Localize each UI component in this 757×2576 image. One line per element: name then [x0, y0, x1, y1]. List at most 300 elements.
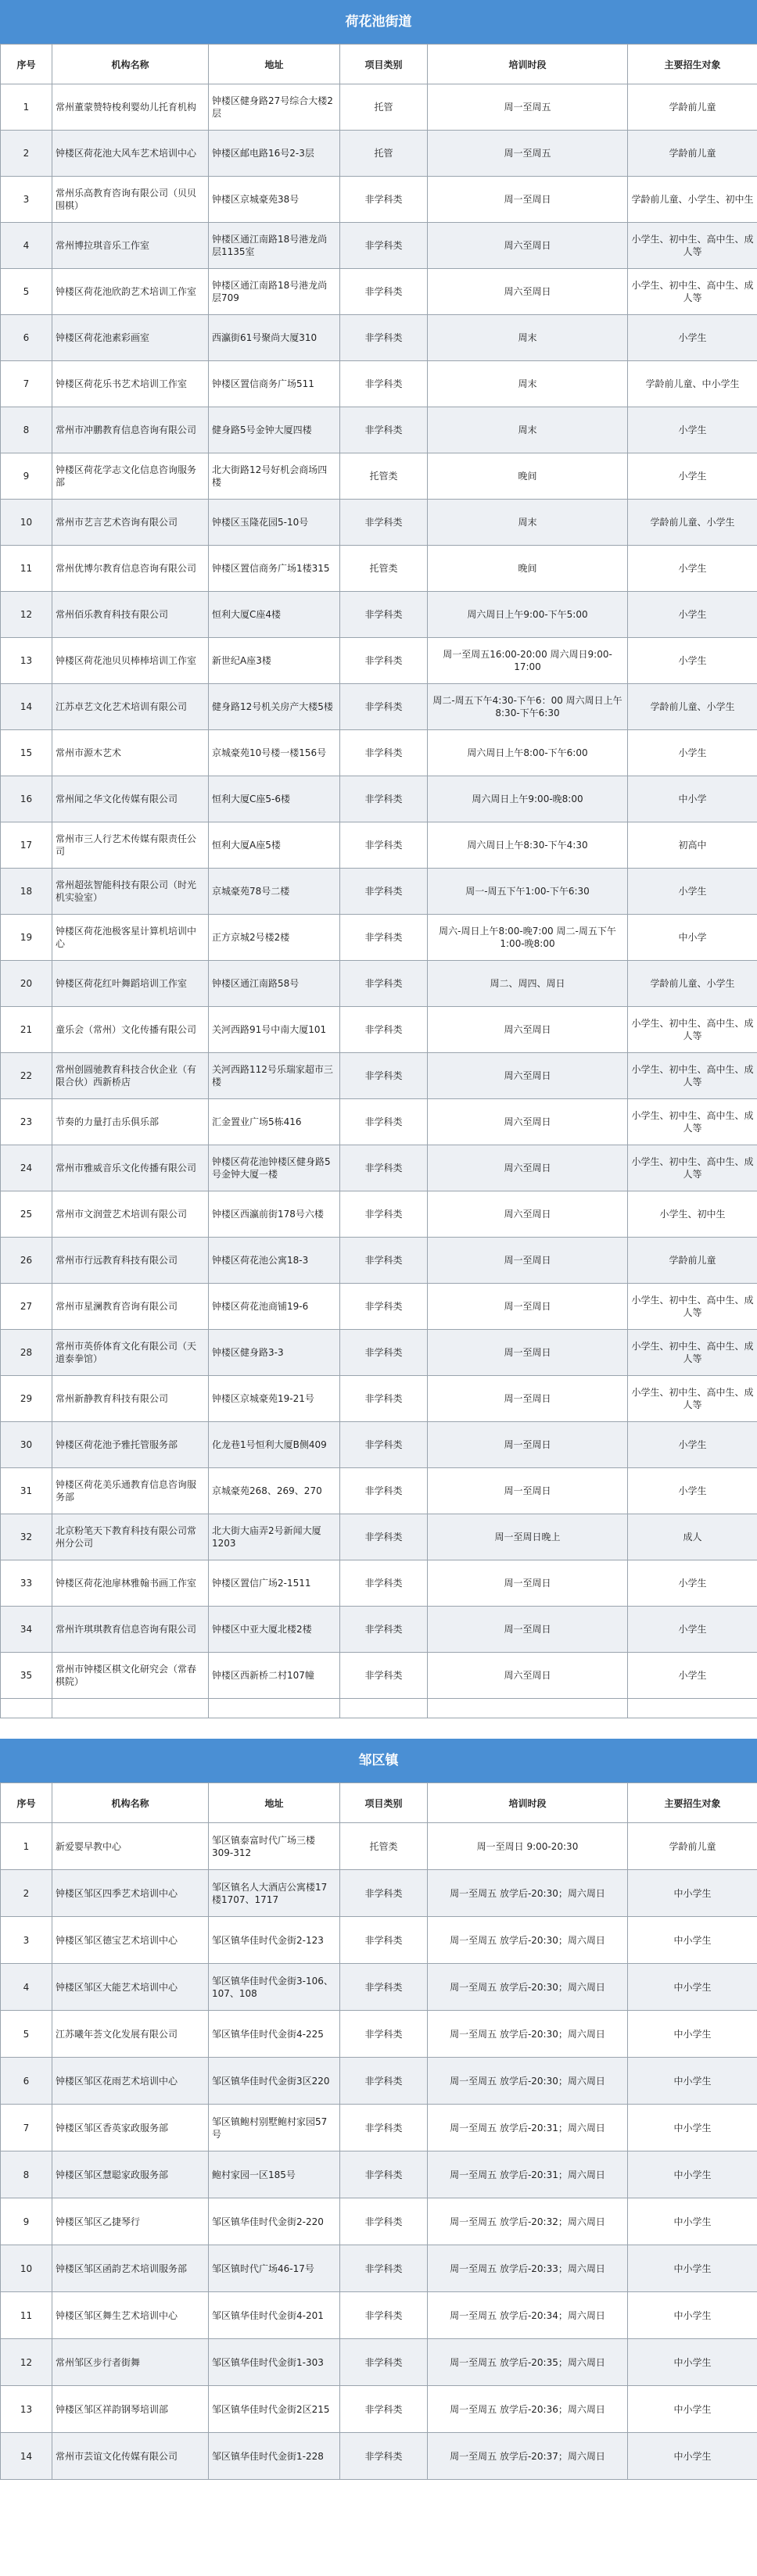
cell-target: 小学生 [628, 592, 757, 638]
cell-name: 钟楼区邹区香英家政服务部 [52, 2105, 209, 2151]
cell-index: 32 [1, 1514, 52, 1560]
cell-index: 19 [1, 915, 52, 961]
cell-address: 钟楼区荷花池钟楼区健身路5号金钟大厦一楼 [209, 1145, 340, 1191]
cell-target: 小学生 [628, 1653, 757, 1699]
cell-target: 学龄前儿童、小学生 [628, 961, 757, 1007]
cell-address: 邹区镇华佳时代金街1-228 [209, 2433, 340, 2480]
cell-time: 周一至周日 [428, 1468, 628, 1514]
table-row [1, 822, 757, 869]
cell-index: 4 [1, 1964, 52, 2011]
cell-category: 非学科类 [340, 269, 428, 315]
cell-category: 非学科类 [340, 915, 428, 961]
cell-category: 非学科类 [340, 2386, 428, 2433]
cell-time: 周一至周五 放学后-20:31；周六周日 [428, 2151, 628, 2198]
cell-time: 周六至周日 [428, 1053, 628, 1099]
cell-name: 常州市源木艺术 [52, 730, 209, 776]
cell-category: 非学科类 [340, 1870, 428, 1917]
cell-empty [628, 1699, 757, 1718]
cell-target: 小学生 [628, 1607, 757, 1653]
table-row [1, 2433, 757, 2480]
table-row [1, 453, 757, 500]
cell-address: 钟楼区通江南路58号 [209, 961, 340, 1007]
cell-target: 学龄前儿童 [628, 84, 757, 131]
column-header: 地址 [209, 1783, 340, 1823]
cell-time: 周一至周五 放学后-20:30；周六周日 [428, 1917, 628, 1964]
cell-target: 小学生、初中生、高中生、成人等 [628, 269, 757, 315]
cell-target: 中小学生 [628, 2292, 757, 2339]
cell-category: 非学科类 [340, 961, 428, 1007]
section-title: 邹区镇 [0, 1739, 757, 1782]
cell-name: 常州市文润萱艺术培训有限公司 [52, 1191, 209, 1238]
cell-address: 钟楼区荷花池公寓18-3 [209, 1238, 340, 1284]
cell-index: 7 [1, 361, 52, 407]
cell-category: 非学科类 [340, 2151, 428, 2198]
cell-category: 非学科类 [340, 869, 428, 915]
cell-index: 25 [1, 1191, 52, 1238]
cell-category: 非学科类 [340, 177, 428, 223]
cell-time: 周二、周四、周日 [428, 961, 628, 1007]
column-header: 培训时段 [428, 45, 628, 84]
cell-name: 常州优博尔教育信息咨询有限公司 [52, 546, 209, 592]
table-row [1, 592, 757, 638]
cell-name: 常州市冲鹏教育信息咨询有限公司 [52, 407, 209, 453]
cell-target: 小学生、初中生、高中生、成人等 [628, 223, 757, 269]
table-row [1, 776, 757, 822]
cell-name: 钟楼区荷花池素彩画室 [52, 315, 209, 361]
cell-index: 4 [1, 223, 52, 269]
cell-target: 中小学生 [628, 2198, 757, 2245]
cell-address: 健身路12号机关房产大楼5楼 [209, 684, 340, 730]
column-header: 序号 [1, 45, 52, 84]
cell-name: 新爱婴早教中心 [52, 1823, 209, 1870]
cell-address: 邹区镇华佳时代金街4-201 [209, 2292, 340, 2339]
table-row [1, 1284, 757, 1330]
cell-name: 常州市雅威音乐文化传播有限公司 [52, 1145, 209, 1191]
cell-target: 中小学生 [628, 2058, 757, 2105]
table-row [1, 2011, 757, 2058]
cell-name: 钟楼区荷花池欣韵艺术培训工作室 [52, 269, 209, 315]
cell-time: 周一至周日 [428, 1238, 628, 1284]
table-row [1, 2386, 757, 2433]
cell-category: 非学科类 [340, 1917, 428, 1964]
cell-time: 周一至周五 放学后-20:35；周六周日 [428, 2339, 628, 2386]
cell-index: 10 [1, 2245, 52, 2292]
cell-index: 1 [1, 84, 52, 131]
cell-time: 周六周日上午9:00-下午5:00 [428, 592, 628, 638]
cell-name: 钟楼区荷花池大风车艺术培训中心 [52, 131, 209, 177]
cell-address: 钟楼区置信商务广场511 [209, 361, 340, 407]
cell-time: 周末 [428, 315, 628, 361]
cell-time: 周六至周日 [428, 1145, 628, 1191]
cell-time: 周末 [428, 361, 628, 407]
cell-category: 托管 [340, 84, 428, 131]
cell-index: 11 [1, 546, 52, 592]
cell-category: 非学科类 [340, 361, 428, 407]
table-row [1, 500, 757, 546]
table-row [1, 1422, 757, 1468]
table-row [1, 1007, 757, 1053]
cell-index: 35 [1, 1653, 52, 1699]
cell-address: 汇金置业广场5栋416 [209, 1099, 340, 1145]
cell-time: 周一至周五 放学后-20:30；周六周日 [428, 2058, 628, 2105]
table-row [1, 1560, 757, 1607]
cell-category: 非学科类 [340, 1653, 428, 1699]
cell-time: 周六至周日 [428, 1191, 628, 1238]
cell-category: 非学科类 [340, 2198, 428, 2245]
cell-target: 中小学生 [628, 2011, 757, 2058]
cell-index: 34 [1, 1607, 52, 1653]
table-row [1, 1870, 757, 1917]
cell-name: 节奏的力量打击乐俱乐部 [52, 1099, 209, 1145]
cell-target: 中小学生 [628, 2386, 757, 2433]
cell-index: 1 [1, 1823, 52, 1870]
cell-category: 非学科类 [340, 1099, 428, 1145]
cell-target: 中小学生 [628, 2105, 757, 2151]
table-row [1, 2198, 757, 2245]
cell-name: 常州创圆驰教育科技合伙企业（有限合伙）西新桥店 [52, 1053, 209, 1099]
cell-index: 21 [1, 1007, 52, 1053]
cell-name: 江苏曦年荟文化发展有限公司 [52, 2011, 209, 2058]
cell-category: 非学科类 [340, 1607, 428, 1653]
cell-category: 非学科类 [340, 500, 428, 546]
cell-address: 钟楼区通江南路18号港龙尚层1135室 [209, 223, 340, 269]
cell-time: 周一至周日 [428, 1422, 628, 1468]
cell-empty [52, 1699, 209, 1718]
cell-address: 邹区镇华佳时代金街3-106、107、108 [209, 1964, 340, 2011]
cell-name: 常州市钟楼区棋文化研究会（常春棋院） [52, 1653, 209, 1699]
cell-target: 中小学生 [628, 1964, 757, 2011]
cell-category: 托管类 [340, 546, 428, 592]
cell-index: 14 [1, 2433, 52, 2480]
cell-target: 小学生、初中生、高中生、成人等 [628, 1053, 757, 1099]
cell-empty [209, 1699, 340, 1718]
table-row [1, 1514, 757, 1560]
cell-target: 学龄前儿童、中小学生 [628, 361, 757, 407]
cell-target: 小学生 [628, 1560, 757, 1607]
cell-category: 非学科类 [340, 1284, 428, 1330]
cell-address: 恒利大厦C座4楼 [209, 592, 340, 638]
cell-target: 学龄前儿童 [628, 131, 757, 177]
cell-time: 周六周日上午8:00-下午6:00 [428, 730, 628, 776]
table-row [1, 869, 757, 915]
cell-time: 周六至周日 [428, 1099, 628, 1145]
cell-time: 周一至周五 放学后-20:31；周六周日 [428, 2105, 628, 2151]
cell-address: 北大街路12号好机会商场四楼 [209, 453, 340, 500]
cell-name: 江苏卓艺文化艺术培训有限公司 [52, 684, 209, 730]
cell-index: 14 [1, 684, 52, 730]
cell-name: 钟楼区邹区舞生艺术培训中心 [52, 2292, 209, 2339]
table-row [1, 223, 757, 269]
cell-time: 周一至周五 放学后-20:36；周六周日 [428, 2386, 628, 2433]
cell-category: 托管 [340, 131, 428, 177]
table-row [1, 2245, 757, 2292]
table-row [1, 1653, 757, 1699]
cell-address: 西瀛街61号聚尚大厦310 [209, 315, 340, 361]
cell-time: 周一至周五 [428, 131, 628, 177]
table-header-row [1, 45, 757, 84]
cell-target: 小学生 [628, 638, 757, 684]
cell-index: 13 [1, 638, 52, 684]
table-row [1, 1823, 757, 1870]
cell-index: 17 [1, 822, 52, 869]
cell-time: 周一至周五 放学后-20:34；周六周日 [428, 2292, 628, 2339]
table-row [1, 546, 757, 592]
cell-name: 常州博拉琪音乐工作室 [52, 223, 209, 269]
cell-index: 26 [1, 1238, 52, 1284]
table-row [1, 1053, 757, 1099]
cell-index: 33 [1, 1560, 52, 1607]
cell-address: 京城豪苑268、269、270 [209, 1468, 340, 1514]
institution-table [0, 1782, 757, 2480]
cell-address: 钟楼区置信广场2-1511 [209, 1560, 340, 1607]
cell-category: 非学科类 [340, 1964, 428, 2011]
cell-name: 常州市行远教育科技有限公司 [52, 1238, 209, 1284]
cell-index: 28 [1, 1330, 52, 1376]
cell-index: 8 [1, 407, 52, 453]
cell-target: 中小学生 [628, 2151, 757, 2198]
cell-category: 非学科类 [340, 1238, 428, 1284]
cell-address: 邹区镇华佳时代金街3区220 [209, 2058, 340, 2105]
cell-target: 小学生、初中生、高中生、成人等 [628, 1007, 757, 1053]
cell-address: 关河西路91号中南大厦101 [209, 1007, 340, 1053]
cell-time: 晚间 [428, 453, 628, 500]
cell-category: 非学科类 [340, 315, 428, 361]
column-header: 项目类别 [340, 1783, 428, 1823]
cell-address: 钟楼区荷花池商铺19-6 [209, 1284, 340, 1330]
cell-time: 周一至周日 [428, 1284, 628, 1330]
cell-time: 周末 [428, 500, 628, 546]
cell-name: 钟楼区荷花池极客星计算机培训中心 [52, 915, 209, 961]
cell-name: 钟楼区邹区乙捷琴行 [52, 2198, 209, 2245]
cell-name: 常州邹区步行者街舞 [52, 2339, 209, 2386]
cell-name: 钟楼区荷花池予雅托管服务部 [52, 1422, 209, 1468]
cell-time: 周六至周日 [428, 223, 628, 269]
cell-name: 常州许琪琪教育信息咨询有限公司 [52, 1607, 209, 1653]
table-row [1, 315, 757, 361]
table-row [1, 684, 757, 730]
cell-name: 常州新静教育科技有限公司 [52, 1376, 209, 1422]
cell-category: 非学科类 [340, 1007, 428, 1053]
table-header-row [1, 1783, 757, 1823]
table-row [1, 1145, 757, 1191]
cell-index: 24 [1, 1145, 52, 1191]
cell-time: 周一至周日 [428, 1376, 628, 1422]
cell-index: 11 [1, 2292, 52, 2339]
cell-category: 非学科类 [340, 638, 428, 684]
cell-empty [1, 1699, 52, 1718]
cell-target: 中小学生 [628, 1870, 757, 1917]
cell-address: 关河西路112号乐瑞家超市三楼 [209, 1053, 340, 1099]
table-row [1, 2105, 757, 2151]
cell-name: 常州闻之华文化传媒有限公司 [52, 776, 209, 822]
table-row [1, 1330, 757, 1376]
table-row [1, 361, 757, 407]
table-row [1, 177, 757, 223]
table-row-empty [1, 1699, 757, 1718]
cell-target: 小学生 [628, 315, 757, 361]
cell-address: 邹区镇华佳时代金街2区215 [209, 2386, 340, 2433]
cell-address: 钟楼区京城豪苑38号 [209, 177, 340, 223]
cell-time: 周六周日上午9:00-晚8:00 [428, 776, 628, 822]
cell-time: 周一至周日 [428, 1607, 628, 1653]
table-row [1, 2339, 757, 2386]
cell-target: 中小学生 [628, 2433, 757, 2480]
cell-target: 学龄前儿童 [628, 1823, 757, 1870]
table-row [1, 131, 757, 177]
cell-name: 常州市艺言艺术咨询有限公司 [52, 500, 209, 546]
cell-target: 学龄前儿童、小学生、初中生 [628, 177, 757, 223]
cell-time: 周六至周日 [428, 1007, 628, 1053]
cell-target: 中小学 [628, 776, 757, 822]
cell-index: 18 [1, 869, 52, 915]
cell-category: 非学科类 [340, 2292, 428, 2339]
cell-index: 10 [1, 500, 52, 546]
cell-address: 邹区镇名人大酒店公寓楼17楼1707、1717 [209, 1870, 340, 1917]
cell-address: 鲍村家园一区185号 [209, 2151, 340, 2198]
cell-address: 钟楼区置信商务广场1楼315 [209, 546, 340, 592]
cell-empty [340, 1699, 428, 1718]
cell-category: 非学科类 [340, 1191, 428, 1238]
cell-category: 非学科类 [340, 1145, 428, 1191]
section-title: 荷花池街道 [0, 0, 757, 44]
cell-time: 周一至周五 放学后-20:37；周六周日 [428, 2433, 628, 2480]
cell-index: 20 [1, 961, 52, 1007]
cell-address: 钟楼区中亚大厦北楼2楼 [209, 1607, 340, 1653]
cell-address: 京城豪苑78号二楼 [209, 869, 340, 915]
cell-address: 京城豪苑10号楼一楼156号 [209, 730, 340, 776]
cell-target: 小学生 [628, 1422, 757, 1468]
cell-category: 非学科类 [340, 776, 428, 822]
table-row [1, 407, 757, 453]
cell-category: 非学科类 [340, 2105, 428, 2151]
cell-index: 27 [1, 1284, 52, 1330]
cell-name: 常州市芸谊文化传媒有限公司 [52, 2433, 209, 2480]
cell-target: 小学生、初中生、高中生、成人等 [628, 1330, 757, 1376]
cell-index: 9 [1, 453, 52, 500]
column-header: 序号 [1, 1783, 52, 1823]
cell-target: 小学生 [628, 453, 757, 500]
cell-time: 周二-周五下午4:30-下午6：00 周六周日上午8:30-下午6:30 [428, 684, 628, 730]
table-row [1, 915, 757, 961]
table-row [1, 961, 757, 1007]
cell-index: 2 [1, 1870, 52, 1917]
cell-address: 化龙巷1号恒利大厦B侧409 [209, 1422, 340, 1468]
cell-address: 邹区镇时代广场46-17号 [209, 2245, 340, 2292]
table-row [1, 1468, 757, 1514]
cell-address: 恒利大厦C座5-6楼 [209, 776, 340, 822]
cell-time: 周一至周五 放学后-20:30；周六周日 [428, 1964, 628, 2011]
cell-address: 邹区镇华佳时代金街2-123 [209, 1917, 340, 1964]
cell-index: 3 [1, 177, 52, 223]
cell-name: 钟楼区邹区祥韵钢琴培训部 [52, 2386, 209, 2433]
table-row [1, 2151, 757, 2198]
cell-time: 周一至周日晚上 [428, 1514, 628, 1560]
cell-target: 中小学生 [628, 2339, 757, 2386]
cell-target: 小学生、初中生 [628, 1191, 757, 1238]
cell-target: 小学生、初中生、高中生、成人等 [628, 1145, 757, 1191]
cell-index: 12 [1, 592, 52, 638]
cell-time: 周一至周日 [428, 177, 628, 223]
cell-address: 钟楼区健身路3-3 [209, 1330, 340, 1376]
cell-time: 周一至周五16:00-20:00 周六周日9:00-17:00 [428, 638, 628, 684]
cell-category: 非学科类 [340, 2058, 428, 2105]
cell-time: 晚间 [428, 546, 628, 592]
cell-target: 小学生 [628, 730, 757, 776]
cell-time: 周一-周五下午1:00-下午6:30 [428, 869, 628, 915]
cell-category: 非学科类 [340, 1330, 428, 1376]
cell-empty [428, 1699, 628, 1718]
cell-index: 29 [1, 1376, 52, 1422]
cell-target: 学龄前儿童 [628, 1238, 757, 1284]
cell-index: 6 [1, 315, 52, 361]
cell-target: 成人 [628, 1514, 757, 1560]
column-header: 培训时段 [428, 1783, 628, 1823]
cell-name: 钟楼区荷花池扉林雅翰书画工作室 [52, 1560, 209, 1607]
table-row [1, 730, 757, 776]
cell-address: 健身路5号金钟大厦四楼 [209, 407, 340, 453]
cell-category: 托管类 [340, 1823, 428, 1870]
cell-category: 非学科类 [340, 1053, 428, 1099]
cell-address: 钟楼区玉隆花园5-10号 [209, 500, 340, 546]
cell-target: 小学生 [628, 1468, 757, 1514]
table-row [1, 638, 757, 684]
cell-time: 周一至周五 放学后-20:33；周六周日 [428, 2245, 628, 2292]
cell-name: 常州超弦智能科技有限公司（时光机实验室） [52, 869, 209, 915]
cell-address: 邹区镇华佳时代金街1-303 [209, 2339, 340, 2386]
table-row [1, 1191, 757, 1238]
cell-target: 小学生 [628, 546, 757, 592]
cell-category: 非学科类 [340, 684, 428, 730]
section-zouqu [0, 1739, 757, 2480]
cell-name: 钟楼区邹区德宝艺术培训中心 [52, 1917, 209, 1964]
cell-time: 周六至周日 [428, 1653, 628, 1699]
cell-time: 周一至周五 [428, 84, 628, 131]
cell-target: 小学生、初中生、高中生、成人等 [628, 1284, 757, 1330]
cell-address: 正方京城2号楼2楼 [209, 915, 340, 961]
cell-index: 5 [1, 269, 52, 315]
cell-category: 非学科类 [340, 2245, 428, 2292]
cell-address: 钟楼区邮电路16号2-3层 [209, 131, 340, 177]
cell-address: 邹区镇鲍村别墅鲍村家园57号 [209, 2105, 340, 2151]
cell-category: 非学科类 [340, 2433, 428, 2480]
cell-time: 周一至周五 放学后-20:30；周六周日 [428, 1870, 628, 1917]
cell-category: 非学科类 [340, 1376, 428, 1422]
cell-target: 学龄前儿童、小学生 [628, 684, 757, 730]
cell-address: 恒利大厦A座5楼 [209, 822, 340, 869]
cell-time: 周一至周日 [428, 1560, 628, 1607]
cell-time: 周末 [428, 407, 628, 453]
cell-address: 钟楼区京城豪苑19-21号 [209, 1376, 340, 1422]
table-row [1, 1917, 757, 1964]
column-header: 项目类别 [340, 45, 428, 84]
cell-time: 周一至周日 9:00-20:30 [428, 1823, 628, 1870]
cell-index: 9 [1, 2198, 52, 2245]
cell-index: 31 [1, 1468, 52, 1514]
table-row [1, 1238, 757, 1284]
cell-name: 钟楼区邹区四季艺术培训中心 [52, 1870, 209, 1917]
table-row [1, 84, 757, 131]
table-row [1, 2058, 757, 2105]
cell-time: 周一至周五 放学后-20:32；周六周日 [428, 2198, 628, 2245]
cell-target: 小学生 [628, 869, 757, 915]
cell-name: 钟楼区荷花红叶舞蹈培训工作室 [52, 961, 209, 1007]
table-row [1, 269, 757, 315]
cell-address: 邹区镇华佳时代金街2-220 [209, 2198, 340, 2245]
cell-name: 钟楼区邹区函韵艺术培训服务部 [52, 2245, 209, 2292]
table-row [1, 1964, 757, 2011]
cell-time: 周六至周日 [428, 269, 628, 315]
cell-category: 非学科类 [340, 822, 428, 869]
